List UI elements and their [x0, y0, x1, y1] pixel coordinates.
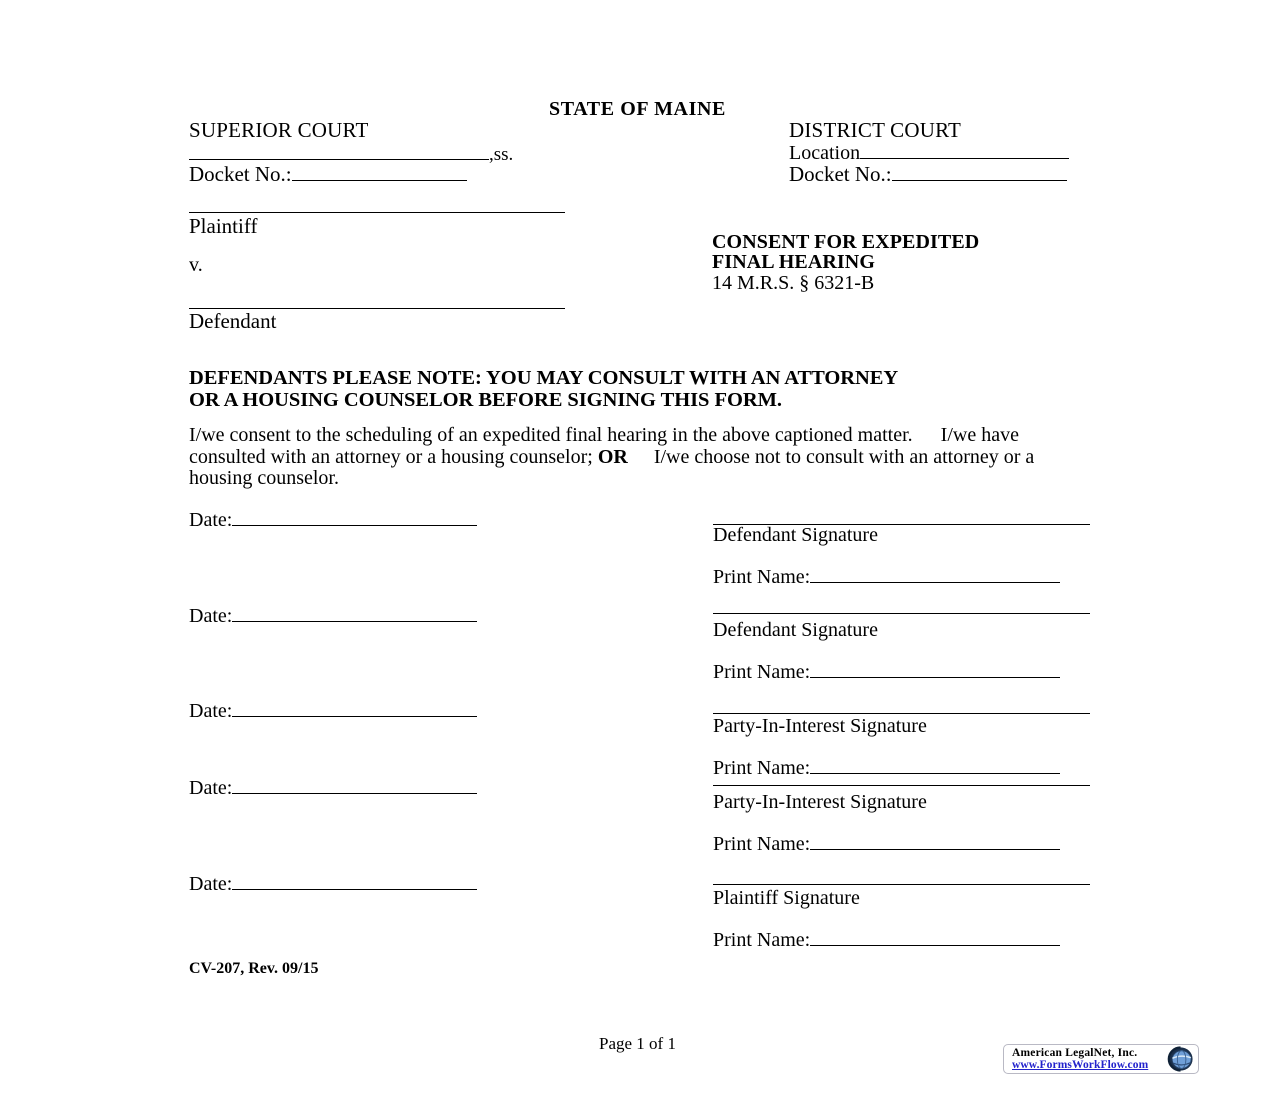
- print-name-label-5: Print Name:: [713, 929, 811, 951]
- signature-caption-2: Defendant Signature: [713, 619, 878, 641]
- print-name-field-4[interactable]: [713, 829, 1060, 856]
- signature-caption-1: Defendant Signature: [713, 524, 878, 546]
- print-name-field-3[interactable]: [713, 753, 1060, 780]
- signature-rule-5[interactable]: [713, 884, 1090, 885]
- district-location-label: Location: [789, 142, 861, 164]
- consent-part2: I/we have consulted with an attorney or a housing counselor;: [189, 424, 1019, 468]
- page-indicator: Page 1 of 1: [599, 1034, 676, 1053]
- print-name-rule-5[interactable]: [810, 925, 1060, 946]
- print-name-rule-3[interactable]: [810, 753, 1060, 774]
- district-location-rule[interactable]: [860, 138, 1069, 159]
- notice-line1: DEFENDANTS PLEASE NOTE: YOU MAY CONSULT WITH AN ATTORNEY: [189, 367, 899, 389]
- legalnet-company-name: American LegalNet, Inc.: [1012, 1047, 1138, 1059]
- date-field-2[interactable]: [189, 601, 477, 628]
- district-docket-label: Docket No.:: [789, 162, 892, 186]
- form-number: CV-207, Rev. 09/15: [189, 960, 319, 977]
- print-name-rule-2[interactable]: [810, 657, 1060, 678]
- ss-suffix-label: ,ss.: [489, 144, 514, 165]
- versus-label: v.: [189, 254, 203, 276]
- signature-rule-3[interactable]: [713, 713, 1090, 714]
- consent-emphasis-or: OR: [597, 445, 628, 468]
- date-label-5: Date:: [189, 873, 233, 895]
- district-court-label: DISTRICT COURT: [789, 118, 962, 142]
- superior-docket-field[interactable]: [189, 159, 467, 187]
- superior-docket-label: Docket No.:: [189, 162, 292, 186]
- signature-rule-4[interactable]: [713, 785, 1090, 786]
- print-name-rule-1[interactable]: [810, 562, 1060, 583]
- page-title: STATE OF MAINE: [549, 98, 726, 120]
- form-statute-citation: 14 M.R.S. § 6321-B: [712, 272, 875, 294]
- american-legalnet-logo[interactable]: [1003, 1044, 1199, 1074]
- date-field-4[interactable]: [189, 773, 477, 800]
- date-label-4: Date:: [189, 777, 233, 799]
- print-name-field-2[interactable]: [713, 657, 1060, 684]
- signature-caption-4: Party-In-Interest Signature: [713, 791, 927, 813]
- superior-docket-rule[interactable]: [292, 159, 467, 181]
- form-title-line1: CONSENT FOR EXPEDITED: [712, 231, 980, 253]
- date-rule-4[interactable]: [232, 773, 477, 794]
- date-field-1[interactable]: [189, 505, 477, 532]
- print-name-label-2: Print Name:: [713, 661, 811, 683]
- date-label-2: Date:: [189, 605, 233, 627]
- date-field-3[interactable]: [189, 696, 477, 723]
- legalnet-url-link[interactable]: www.FormsWorkFlow.com: [1012, 1059, 1149, 1071]
- notice-line2: OR A HOUSING COUNSELOR BEFORE SIGNING THIS FORM.: [189, 389, 782, 411]
- date-label-3: Date:: [189, 700, 233, 722]
- signature-rule-2[interactable]: [713, 613, 1090, 614]
- superior-county-rule[interactable]: [189, 140, 489, 160]
- date-rule-5[interactable]: [232, 869, 477, 890]
- form-title-line2: FINAL HEARING: [712, 250, 875, 273]
- date-rule-1[interactable]: [232, 505, 477, 526]
- date-rule-2[interactable]: [232, 601, 477, 622]
- consent-part1: I/we consent to the scheduling of an expedited final hearing in the above captioned matter.: [189, 424, 913, 446]
- district-docket-rule[interactable]: [892, 159, 1067, 181]
- signature-caption-3: Party-In-Interest Signature: [713, 715, 927, 737]
- defendant-notice: [189, 367, 1084, 411]
- date-rule-3[interactable]: [232, 696, 477, 717]
- print-name-field-5[interactable]: [713, 925, 1060, 952]
- defendant-label: Defendant: [189, 309, 277, 333]
- print-name-rule-4[interactable]: [810, 829, 1060, 850]
- signature-caption-5: Plaintiff Signature: [713, 887, 860, 909]
- superior-court-label: SUPERIOR COURT: [189, 118, 369, 142]
- consent-part3: I/we choose not to consult with an attorney or a housing counselor.: [189, 445, 1035, 489]
- consent-paragraph: [189, 425, 1049, 490]
- print-name-label-3: Print Name:: [713, 757, 811, 779]
- plaintiff-label: Plaintiff: [189, 214, 258, 238]
- form-title: [712, 233, 1072, 272]
- globe-icon: [1167, 1046, 1194, 1072]
- date-label-1: Date:: [189, 509, 233, 531]
- print-name-label-1: Print Name:: [713, 566, 811, 588]
- district-docket-field[interactable]: [789, 159, 1067, 187]
- plaintiff-name-rule[interactable]: [189, 212, 565, 213]
- print-name-label-4: Print Name:: [713, 833, 811, 855]
- print-name-field-1[interactable]: [713, 562, 1060, 589]
- date-field-5[interactable]: [189, 869, 477, 896]
